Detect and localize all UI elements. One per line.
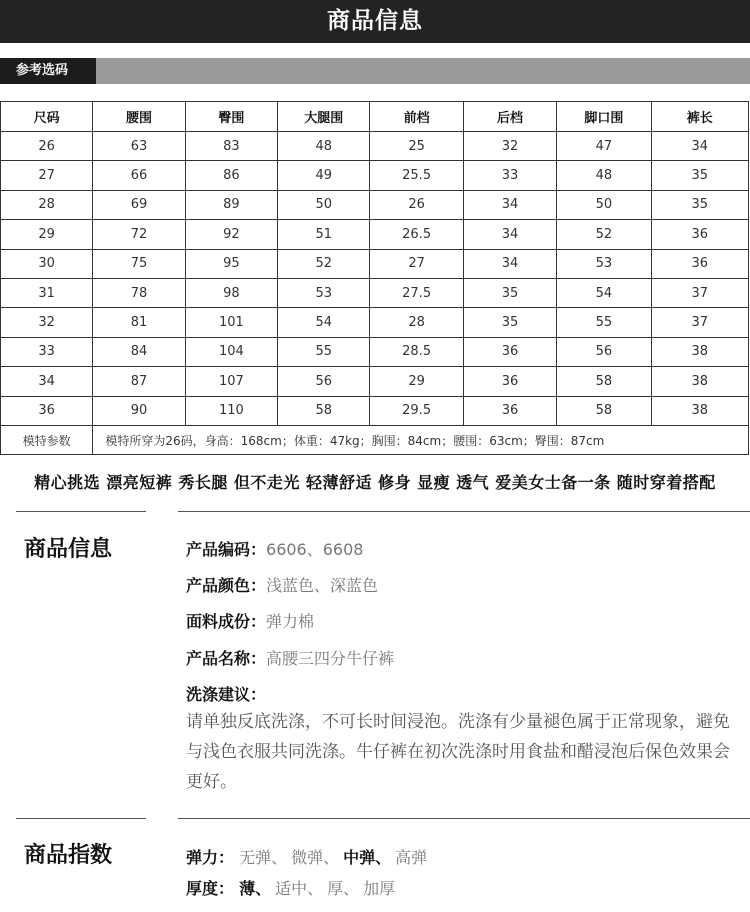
table-cell: 38 [651, 367, 748, 396]
table-cell: 83 [185, 132, 277, 161]
table-cell: 56 [278, 367, 370, 396]
product-info-title: 商品信息 [24, 537, 113, 562]
table-cell: 86 [185, 161, 277, 190]
table-cell: 28 [1, 190, 93, 219]
table-cell: 53 [557, 249, 651, 278]
product-fabric-label: 面料成份： [186, 612, 267, 631]
table-cell: 98 [185, 278, 277, 307]
table-cell: 37 [651, 278, 748, 307]
table-cell: 26 [1, 132, 93, 161]
table-cell: 35 [463, 308, 556, 337]
table-cell: 35 [463, 278, 556, 307]
product-fabric-value: 弹力棉 [266, 612, 315, 631]
table-cell: 101 [185, 308, 277, 337]
table-cell: 34 [463, 249, 556, 278]
table-cell: 31 [1, 278, 93, 307]
product-color-label: 产品颜色： [186, 576, 267, 595]
table-cell: 37 [651, 308, 748, 337]
table-cell: 35 [651, 161, 748, 190]
table-row [1, 249, 749, 278]
thickness-label: 厚度： [186, 879, 235, 898]
table-cell: 35 [651, 190, 748, 219]
slogan: 精心挑选 漂亮短裤 秀长腿 但不走光 轻薄舒适 修身 显瘦 透气 爱美女士备一条 随时穿着搭配 [34, 473, 716, 492]
table-cell: 81 [93, 308, 185, 337]
model-text: 模特所穿为26码，身高：168cm；体重：47kg；胸围：84cm；腰围：63cm；臀围：87cm [93, 425, 749, 454]
table-cell: 49 [278, 161, 370, 190]
table-row [1, 190, 749, 219]
table-cell: 29 [1, 220, 93, 249]
table-cell: 90 [93, 396, 185, 425]
table-cell: 84 [93, 337, 185, 366]
table-cell: 107 [185, 367, 277, 396]
col-header: 臀围 [185, 102, 277, 132]
size-table-header-row [1, 102, 749, 132]
product-index-title: 商品指数 [24, 843, 113, 868]
table-cell: 33 [1, 337, 93, 366]
table-cell: 29.5 [370, 396, 463, 425]
product-code-row [186, 537, 363, 560]
table-cell: 52 [557, 220, 651, 249]
table-cell: 25.5 [370, 161, 463, 190]
elastic-option: 微弹、 [291, 848, 340, 867]
table-row [1, 161, 749, 190]
table-cell: 32 [463, 132, 556, 161]
table-row [1, 278, 749, 307]
table-cell: 26 [370, 190, 463, 219]
product-color-value: 浅蓝色、深蓝色 [266, 576, 379, 595]
col-header: 前档 [370, 102, 463, 132]
divider [178, 511, 750, 512]
table-cell: 25 [370, 132, 463, 161]
table-cell: 55 [278, 337, 370, 366]
table-cell: 36 [651, 249, 748, 278]
table-cell: 28.5 [370, 337, 463, 366]
table-cell: 27 [370, 249, 463, 278]
product-name-value: 高腰三四分牛仔裤 [266, 649, 395, 668]
divider [16, 511, 146, 512]
table-cell: 38 [651, 337, 748, 366]
product-code-label: 产品编码： [186, 540, 267, 559]
col-header: 裤长 [651, 102, 748, 132]
col-header: 大腿围 [278, 102, 370, 132]
table-cell: 63 [93, 132, 185, 161]
elastic-option: 高弹 [395, 848, 428, 867]
divider [178, 818, 750, 819]
thickness-option: 薄、 [239, 879, 272, 898]
table-cell: 95 [185, 249, 277, 278]
page-header: 商品信息 [0, 0, 750, 43]
table-cell: 51 [278, 220, 370, 249]
table-cell: 38 [651, 396, 748, 425]
table-cell: 28 [370, 308, 463, 337]
table-cell: 48 [278, 132, 370, 161]
product-fabric-row [186, 609, 314, 632]
table-cell: 110 [185, 396, 277, 425]
table-cell: 66 [93, 161, 185, 190]
table-cell: 55 [557, 308, 651, 337]
thickness-option: 厚、 [327, 879, 360, 898]
table-row [1, 396, 749, 425]
table-cell: 33 [463, 161, 556, 190]
col-header: 后档 [463, 102, 556, 132]
table-cell: 36 [463, 396, 556, 425]
table-cell: 92 [185, 220, 277, 249]
table-cell: 53 [278, 278, 370, 307]
elastic-option: 无弹、 [239, 848, 288, 867]
table-cell: 29 [370, 367, 463, 396]
wash-label: 洗涤建议： [186, 685, 267, 704]
table-cell: 36 [651, 220, 748, 249]
table-cell: 36 [1, 396, 93, 425]
table-cell: 56 [557, 337, 651, 366]
table-cell: 32 [1, 308, 93, 337]
thickness-option: 加厚 [363, 879, 396, 898]
table-cell: 34 [463, 220, 556, 249]
product-color-row [186, 573, 378, 596]
model-row [1, 425, 749, 454]
table-cell: 58 [557, 367, 651, 396]
table-cell: 69 [93, 190, 185, 219]
col-header: 腰围 [93, 102, 185, 132]
table-row [1, 220, 749, 249]
wash-text: 请单独反底洗涤，不可长时间浸泡。洗涤有少量褪色属于正常现象，避免与浅色衣服共同洗涤。牛仔裤在初次洗涤时用食盐和醋浸泡后保色效果会更好。 [186, 712, 730, 792]
wash-row [186, 682, 266, 705]
table-cell: 75 [93, 249, 185, 278]
table-cell: 50 [278, 190, 370, 219]
table-cell: 36 [463, 367, 556, 396]
thickness-row [186, 876, 399, 899]
table-cell: 104 [185, 337, 277, 366]
divider [16, 818, 146, 819]
product-name-row [186, 646, 394, 669]
table-row [1, 367, 749, 396]
table-cell: 54 [557, 278, 651, 307]
table-cell: 50 [557, 190, 651, 219]
table-cell: 58 [278, 396, 370, 425]
thickness-option: 适中、 [275, 879, 324, 898]
col-header: 尺码 [1, 102, 93, 132]
table-cell: 72 [93, 220, 185, 249]
table-row [1, 308, 749, 337]
table-cell: 89 [185, 190, 277, 219]
table-cell: 47 [557, 132, 651, 161]
table-cell: 30 [1, 249, 93, 278]
table-cell: 58 [557, 396, 651, 425]
table-cell: 52 [278, 249, 370, 278]
size-table [0, 101, 749, 455]
col-header: 脚口围 [557, 102, 651, 132]
product-code-value: 6606、6608 [266, 540, 364, 559]
table-row [1, 337, 749, 366]
table-cell: 36 [463, 337, 556, 366]
table-cell: 87 [93, 367, 185, 396]
model-label: 模特参数 [1, 425, 93, 454]
table-row [1, 132, 749, 161]
table-cell: 26.5 [370, 220, 463, 249]
table-cell: 48 [557, 161, 651, 190]
table-cell: 34 [463, 190, 556, 219]
reference-bar [0, 58, 750, 84]
elastic-row [186, 845, 431, 868]
product-name-label: 产品名称： [186, 649, 267, 668]
elastic-option: 中弹、 [343, 848, 392, 867]
table-cell: 34 [651, 132, 748, 161]
table-cell: 54 [278, 308, 370, 337]
table-cell: 34 [1, 367, 93, 396]
table-cell: 78 [93, 278, 185, 307]
elastic-label: 弹力： [186, 848, 235, 867]
table-cell: 27 [1, 161, 93, 190]
table-cell: 27.5 [370, 278, 463, 307]
reference-label: 参考选码 [0, 58, 96, 84]
